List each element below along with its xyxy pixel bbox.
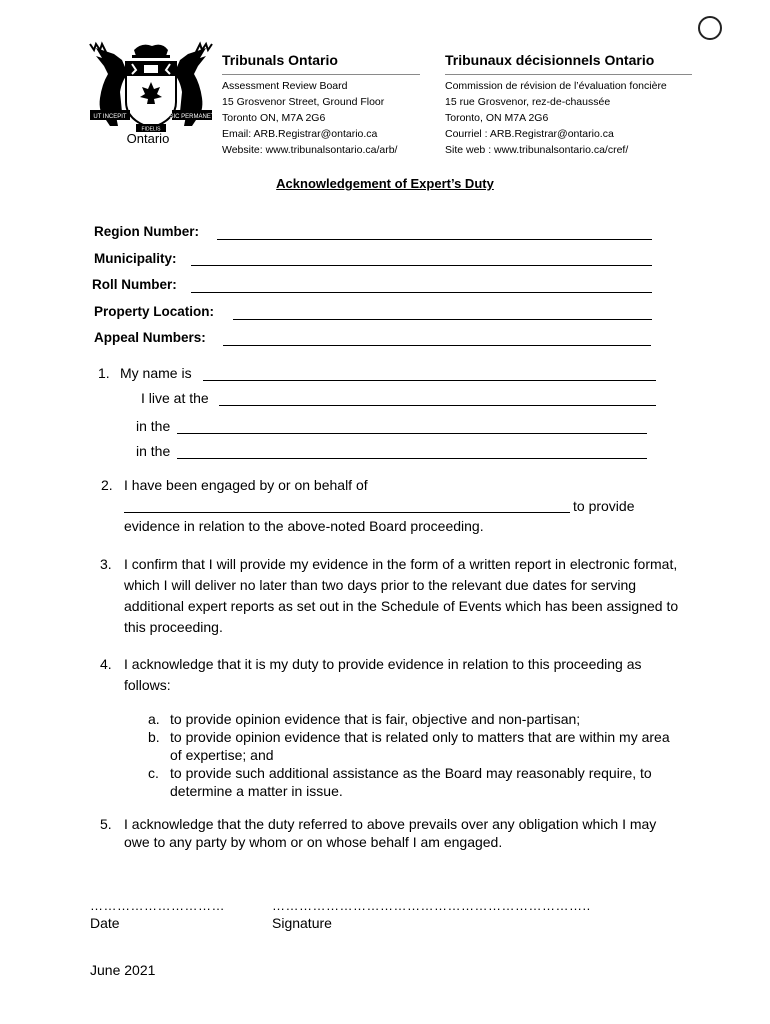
item-5-number: 5.: [100, 816, 112, 832]
ontario-coat-of-arms-logo: [88, 40, 214, 150]
item-2-line-3: evidence in relation to the above-noted Board proceeding.: [124, 518, 484, 534]
item-4-text: I acknowledge that it is my duty to provide evidence in relation to this proceeding as follows:: [124, 656, 642, 693]
property-location-field[interactable]: [233, 319, 652, 320]
email-line: Email: ARB.Registrar@ontario.ca: [222, 128, 378, 140]
sub-item-a-letter: a.: [148, 711, 160, 727]
item-3-paragraph: [100, 554, 680, 638]
header-rule-en: [222, 74, 420, 75]
menu-circle-button[interactable]: [698, 16, 722, 40]
sub-item-c-letter: c.: [148, 765, 159, 781]
header-rule-fr: [445, 74, 692, 75]
footer-date: June 2021: [90, 962, 156, 978]
signature-label: Signature: [272, 915, 332, 931]
logo-label: Ontario: [126, 131, 170, 146]
item-4-paragraph: [100, 654, 674, 696]
header-title-fr: Tribunaux décisionnels Ontario: [445, 52, 655, 68]
municipality-field[interactable]: [191, 265, 652, 266]
item-2-line-1: I have been engaged by or on behalf of: [124, 477, 368, 493]
sub-item-b-letter: b.: [148, 729, 160, 745]
sub-item-a: [148, 710, 680, 728]
date-label: Date: [90, 915, 120, 931]
live-at-label: I live at the: [141, 390, 209, 406]
in-the-label-2: in the: [136, 443, 171, 459]
appeal-numbers-field[interactable]: [223, 345, 651, 346]
engaged-by-field[interactable]: [124, 512, 570, 513]
in-the-label-1: in the: [136, 418, 171, 434]
name-label: My name is: [120, 365, 192, 381]
date-line[interactable]: …………………………: [90, 898, 225, 913]
sub-item-a-text: to provide opinion evidence that is fair, objective and non-partisan;: [170, 711, 581, 727]
item-3-text: I confirm that I will provide my evidence in the form of a written report in electronic format, which I will deliver no later than two days prior to the relevant due dates for serving additional expert reports as set out in the Schedule of Events which has been assigned to this proceeding.: [124, 556, 679, 635]
logo-motto-right: SIC PERMANET: [169, 114, 214, 120]
sub-item-c-text: to provide such additional assistance as the Board may reasonably require, to determine a matter in issue.: [170, 765, 652, 799]
address-line: 15 rue Grosvenor, rez-de-chaussée: [445, 96, 611, 108]
address-block-en: [222, 78, 397, 158]
item-5-paragraph: [100, 815, 680, 851]
roll-number-label: Roll Number:: [92, 277, 177, 292]
name-field[interactable]: [203, 380, 656, 381]
address-line: Assessment Review Board: [222, 80, 348, 92]
email-line: Courriel : ARB.Registrar@ontario.ca: [445, 128, 614, 140]
sub-item-b: [148, 728, 680, 764]
appeal-numbers-label: Appeal Numbers:: [94, 330, 206, 345]
in-the-field-2[interactable]: [177, 458, 647, 459]
address-line: Toronto, ON M7A 2G6: [445, 112, 549, 124]
website-line: Website: www.tribunalsontario.ca/arb/: [222, 144, 398, 156]
website-line: Site web : www.tribunalsontario.ca/cref/: [445, 144, 629, 156]
item-1-number: 1.: [98, 365, 110, 381]
live-at-field[interactable]: [219, 405, 656, 406]
signature-line[interactable]: ……………………………………………………………..: [272, 898, 591, 913]
document-title: Acknowledgement of Expert’s Duty: [276, 176, 494, 191]
address-line: Toronto ON, M7A 2G6: [222, 112, 326, 124]
logo-motto-left: UT INCEPIT: [93, 114, 127, 120]
sub-item-c: [148, 764, 680, 800]
sub-item-b-text: to provide opinion evidence that is related only to matters that are within my area of expertise; and: [170, 729, 670, 763]
address-line: 15 Grosvenor Street, Ground Floor: [222, 96, 385, 108]
property-location-label: Property Location:: [94, 304, 215, 319]
address-line: Commission de révision de l’évaluation foncière: [445, 80, 667, 92]
item-5-text: I acknowledge that the duty referred to above prevails over any obligation which I may owe to any party by whom or on whose behalf I am engaged.: [124, 816, 657, 850]
logo-motto-center: FIDELIS: [141, 126, 161, 133]
region-number-field[interactable]: [217, 239, 652, 240]
to-provide-text: to provide: [573, 498, 635, 514]
roll-number-field[interactable]: [191, 292, 652, 293]
header-title-en: Tribunals Ontario: [222, 52, 338, 68]
address-block-fr: [445, 78, 667, 158]
item-3-number: 3.: [100, 556, 112, 572]
region-number-label: Region Number:: [94, 224, 200, 239]
municipality-label: Municipality:: [94, 251, 177, 266]
item-2-number: 2.: [101, 477, 113, 493]
item-4-number: 4.: [100, 656, 112, 672]
in-the-field-1[interactable]: [177, 433, 647, 434]
